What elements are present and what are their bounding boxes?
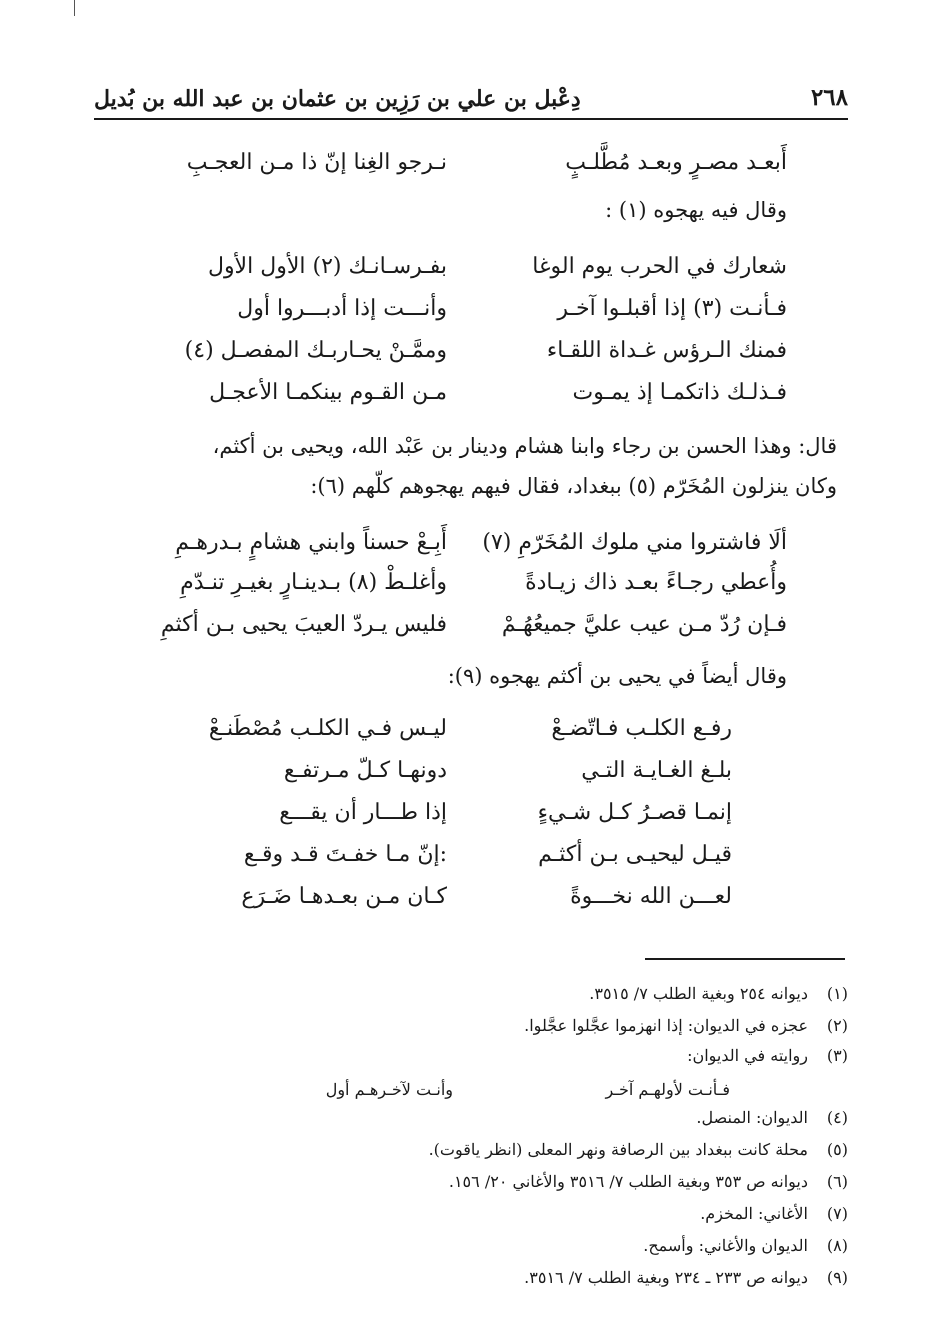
- intro-line: وقال أيضاً في يحيى بن أكثم يهجوه (٩):: [447, 664, 787, 688]
- verse-line: [100, 758, 842, 794]
- header-rule: [94, 118, 848, 120]
- verse-line: [100, 570, 842, 606]
- first-hemistich: رفـع الكلـب فـاتّضـعْ: [551, 716, 732, 741]
- second-hemistich: وممَّـنْ يحـاربـك المفصـل (٤): [184, 338, 447, 363]
- first-hemistich: ألَا فاشتروا مني ملوك المُخَرّمِ (٧): [482, 530, 787, 555]
- footnote-text: عجزه في الديوان: إذا انهزموا عجَّلوا عجَّلوا.: [524, 1016, 808, 1035]
- footnote-text: ديوانه ص ٣٥٣ وبغية الطلب ٧/ ٣٥١٦ والأغاني ٢٠/ ١٥٦.: [448, 1172, 808, 1191]
- second-hemistich: ليـس فـي الكلـب مُصْطَنـعْ: [208, 716, 447, 741]
- first-hemistich: فـإن رُدّ مـن عيب عليَّ جميعُهُـمْ: [501, 612, 787, 637]
- verse-line: [100, 800, 842, 836]
- first-hemistich: شعارك في الحرب يوم الوغا: [532, 254, 787, 279]
- verse-line: [100, 338, 842, 374]
- first-hemistich: فمنك الـرؤس غـداة اللقـاء: [546, 338, 787, 363]
- footnote-number: (١): [826, 984, 848, 1003]
- prose-line: قال: وهذا الحسن بن رجاء وابنا هشام ودينار بن عَبْد الله، ويحيى بن أكثم،: [212, 434, 837, 458]
- footnote: [94, 1172, 848, 1191]
- second-hemistich: فليس يـردّ العيبَ يحيى بـن أكثمِ: [160, 612, 447, 637]
- margin-mark: [74, 0, 75, 16]
- footnote-text: محلة كانت ببغداد بين الرصافة ونهر المعلى (انظر ياقوت).: [428, 1140, 808, 1159]
- first-hemistich: فـأنـت (٣) إذا أقبلـوا آخـر: [557, 296, 787, 321]
- footnote-number: (٢): [826, 1016, 848, 1035]
- footnote-number: (٨): [826, 1236, 848, 1255]
- footnote-text: الديوان: المنصل.: [696, 1108, 808, 1127]
- running-title: دِعْبل بن علي بن رَزِين بن عثمان بن عبد الله بن بُديل: [94, 86, 581, 112]
- first-hemistich: قيـل ليحيـى بـن أكثـم: [538, 842, 732, 867]
- footnote-number: (٥): [826, 1140, 848, 1159]
- verse-line: [100, 884, 842, 920]
- second-hemistich: كـان مـن بعـدهـا ضَـرَع: [241, 884, 447, 909]
- footnote-text: ديوانه ص ٢٣٣ ـ ٢٣٤ وبغية الطلب ٧/ ٣٥١٦.: [524, 1268, 808, 1287]
- verse-line: [100, 150, 842, 186]
- second-hemistich: بفـرسـانـك (٢) الأول الأول: [207, 254, 447, 279]
- verse-line: [100, 254, 842, 290]
- second-hemistich: وأنـــت إذا أدبـــروا أول: [237, 296, 447, 321]
- page-number: ٢٦٨: [810, 84, 848, 111]
- footnote-text: روايته في الديوان:: [687, 1046, 808, 1065]
- second-hemistich: نـرجو الغِنا إنّ ذا مـن العجـبِ: [186, 150, 447, 175]
- footnote-separator: [645, 958, 845, 960]
- footnote: [94, 984, 848, 1003]
- first-hemistich: أَبعـد مصـرٍ وبعـد مُطَّلـبٍ: [565, 150, 787, 175]
- footnote: [94, 1268, 848, 1287]
- footnote-number: (٩): [826, 1268, 848, 1287]
- verse-line: [100, 842, 842, 878]
- footnote-text: الأغاني: المخزم.: [700, 1204, 808, 1223]
- first-hemistich: إنمـا قصـرُ كـل شـيءٍ: [537, 800, 732, 825]
- second-hemistich: إذا طـــار أن يقـــع: [279, 800, 447, 825]
- footnote: [94, 1108, 848, 1127]
- verse-line: [100, 612, 842, 648]
- first-hemistich: فـذلـك ذاتكمـا إذ يمـوت: [572, 380, 787, 405]
- second-hemistich: وأغلـطْ (٨) بـدينـارٍ بغيـرِ تنـدّمِ: [180, 570, 447, 595]
- footnote: [94, 1204, 848, 1223]
- first-hemistich: لعـــن الله نخـــوةً: [570, 884, 732, 909]
- first-hemistich: وأُعطي رجـاءً بعـد ذاك زيـادةً: [525, 570, 787, 595]
- footnote-text: ديوانه ٢٥٤ وبغية الطلب ٧/ ٣٥١٥.: [589, 984, 808, 1003]
- footnote: [94, 1140, 848, 1159]
- footnote-verse: [94, 1080, 848, 1104]
- footnote-number: (٤): [826, 1108, 848, 1127]
- verse-line: [100, 380, 842, 416]
- verse-line: [100, 530, 842, 566]
- prose-line: وكان ينزلون المُخَرّم (٥) ببغداد، فقال فيهم يهجوهم كلّهم (٦):: [310, 474, 837, 498]
- first-hemistich: بلـغ الغـايـة التـي: [581, 758, 732, 783]
- footnote-number: (٣): [826, 1046, 848, 1065]
- second-hemistich: :إنّ مـا خفـتَ قـد وقـع: [243, 842, 447, 867]
- second-hemistich: مـن القـوم بينكمـا الأعجـل: [209, 380, 447, 405]
- footnote: [94, 1016, 848, 1035]
- verse-line: [100, 296, 842, 332]
- page-header: [94, 84, 848, 118]
- second-hemistich: أَبِـعْ حسناً وابني هشامٍ بـدرهـمِ: [175, 530, 447, 555]
- intro-line: وقال فيه يهجوه (١) :: [605, 198, 787, 222]
- second-hemistich: دونهـا كـلّ مـرتفـع: [283, 758, 447, 783]
- footnote-number: (٦): [826, 1172, 848, 1191]
- first-hemistich: فـأنـت لأولهـم آخـر: [605, 1080, 730, 1099]
- footnote-text: الديوان والأغاني: وأسمح.: [643, 1236, 808, 1255]
- footnote: [94, 1046, 848, 1065]
- verse-line: [100, 716, 842, 752]
- footnote-number: (٧): [826, 1204, 848, 1223]
- footnote: [94, 1236, 848, 1255]
- second-hemistich: وأنـت لآخـرهـم أول: [325, 1080, 453, 1099]
